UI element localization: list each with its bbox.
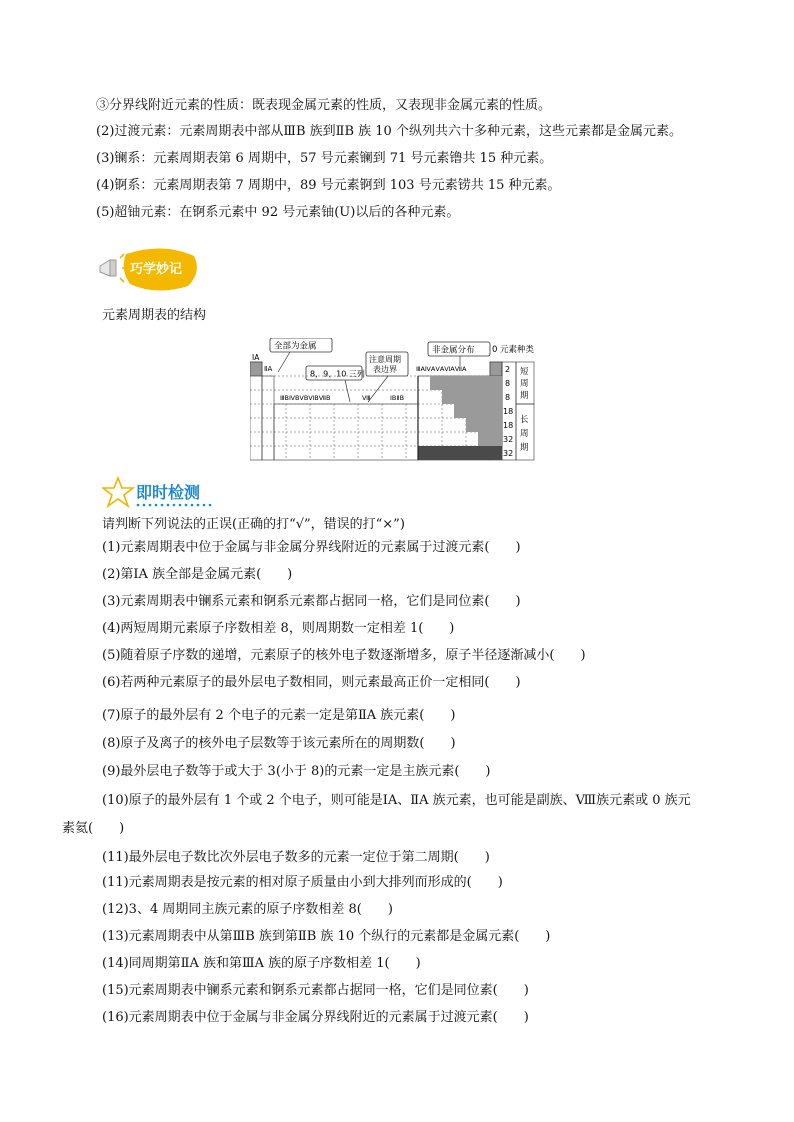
short-label-2: 周 [520, 379, 529, 389]
period-7-dark [418, 446, 502, 460]
callout-border-line1: 注意周期 [369, 355, 401, 364]
short-label-3: 期 [520, 391, 529, 401]
question-7: (7)原子的最外层有 2 个电子的元素一定是第ⅡA 族元素( ) [102, 708, 456, 723]
callout-all-metal: 全部为金属 [274, 341, 317, 352]
question-2: (2)第ⅠA 族全部是金属元素( ) [102, 567, 293, 582]
count-2: 8 [505, 379, 511, 388]
check-title [102, 474, 232, 510]
intro-item-transition: (2)过渡元素：元素周期表中部从ⅢB 族到ⅡB 族 10 个纵列共六十多种元素，这些元素都是金属元素。 [96, 124, 682, 139]
question-15: (15)元素周期表中镧系元素和锕系元素都占据同一格，它们是同位素( ) [102, 983, 529, 998]
question-10: (10)原子的最外层有 1 个或 2 个电子，则可能是ⅠA、ⅡA 族元素，也可能是副族、Ⅷ族元素或 0 族元 [102, 793, 691, 808]
question-12: (12)3、4 周期同主族元素的原子序数相差 8( ) [102, 902, 393, 917]
question-10-continued: 素氦( ) [62, 821, 125, 836]
group-IIA-label: ⅡA [264, 365, 273, 373]
megaphone-icon [100, 254, 127, 282]
group-VIII-label: Ⅷ [362, 394, 371, 402]
question-4: (4)两短周期元素原子序数相差 8，则周期数一定相差 1( ) [102, 621, 455, 636]
memo-badge-text: 巧学妙记 [130, 262, 183, 277]
question-9: (9)最外层电子数等于或大于 3(小于 8)的元素一定是主族元素( ) [102, 764, 491, 779]
star-icon [103, 478, 133, 506]
callout-8910: 8，9、10 三列 [310, 369, 365, 379]
label-kinds: 元素种类 [500, 345, 535, 355]
check-title-text: 即时检测 [136, 483, 201, 502]
periodic-table-diagram [250, 338, 550, 466]
count-1: 2 [505, 365, 511, 374]
question-11a: (11)最外层电子数比次外层电子数多的元素一定位于第二周期( ) [102, 850, 490, 865]
instruction: 请判断下列说法的正误(正确的打“√”，错误的打“×”) [102, 517, 405, 532]
count-6: 32 [503, 435, 514, 444]
long-label-3: 期 [520, 443, 529, 453]
short-label-1: 短 [520, 367, 529, 377]
question-14: (14)同周期第ⅡA 族和第ⅢA 族的原子序数相差 1( ) [102, 956, 421, 971]
question-16: (16)元素周期表中位于金属与非金属分界线附近的元素属于过渡元素( ) [102, 1010, 529, 1025]
question-6: (6)若两种元素原子的最外层电子数相同，则元素最高正价一定相同( ) [102, 675, 521, 690]
intro-item-3: ③分界线附近元素的性质：既表现金属元素的性质，又表现非金属元素的性质。 [96, 98, 552, 113]
question-3: (3)元素周期表中镧系元素和锕系元素都占据同一格，它们是同位素( ) [102, 594, 521, 609]
group-IA-label: ⅠA [252, 353, 260, 362]
count-3: 8 [505, 393, 511, 402]
intro-item-lanthanide: (3)镧系：元素周期表第 6 周期中，57 号元素镧到 71 号元素镥共 15 种元素。 [96, 151, 553, 166]
memo-badge [96, 240, 206, 296]
groups-A-right-label: ⅢAⅣAⅤAⅥAⅦA [416, 365, 467, 373]
nonmetal-region [430, 376, 502, 446]
long-label-2: 周 [520, 429, 529, 439]
count-5: 18 [503, 421, 514, 430]
intro-item-actinide: (4)锕系：元素周期表第 7 周期中，89 号元素锕到 103 号元素铹共 15 种元素。 [96, 178, 561, 193]
question-5: (5)随着原子序数的递增，元素原子的核外电子数逐渐增多，原子半径逐渐减小( ) [102, 648, 586, 663]
question-13: (13)元素周期表中从第ⅢB 族到第ⅡB 族 10 个纵行的元素都是金属元素( ) [102, 929, 551, 944]
count-7: 32 [503, 449, 514, 458]
groups-B-label: ⅢBⅣBⅤBⅥBⅦB [280, 394, 331, 402]
label-zero: 0 [492, 345, 498, 355]
count-4: 18 [503, 407, 514, 416]
question-8: (8)原子及离子的核外电子层数等于该元素所在的周期数( ) [102, 736, 456, 751]
question-11b: (11)元素周期表是按元素的相对原子质量由小到大排列而形成的( ) [102, 875, 503, 890]
callout-nonmetal: 非金属分布 [432, 345, 475, 356]
callout-border-line2: 表边界 [373, 365, 397, 374]
groups-IB-IIB-label: ⅠBⅡB [390, 394, 405, 402]
long-label-1: 长 [520, 415, 529, 425]
question-1: (1)元素周期表中位于金属与非金属分界线附近的元素属于过渡元素( ) [102, 540, 521, 555]
structure-caption: 元素周期表的结构 [102, 308, 207, 323]
intro-item-transuranium: (5)超铀元素：在锕系元素中 92 号元素铀(U)以后的各种元素。 [96, 205, 460, 220]
